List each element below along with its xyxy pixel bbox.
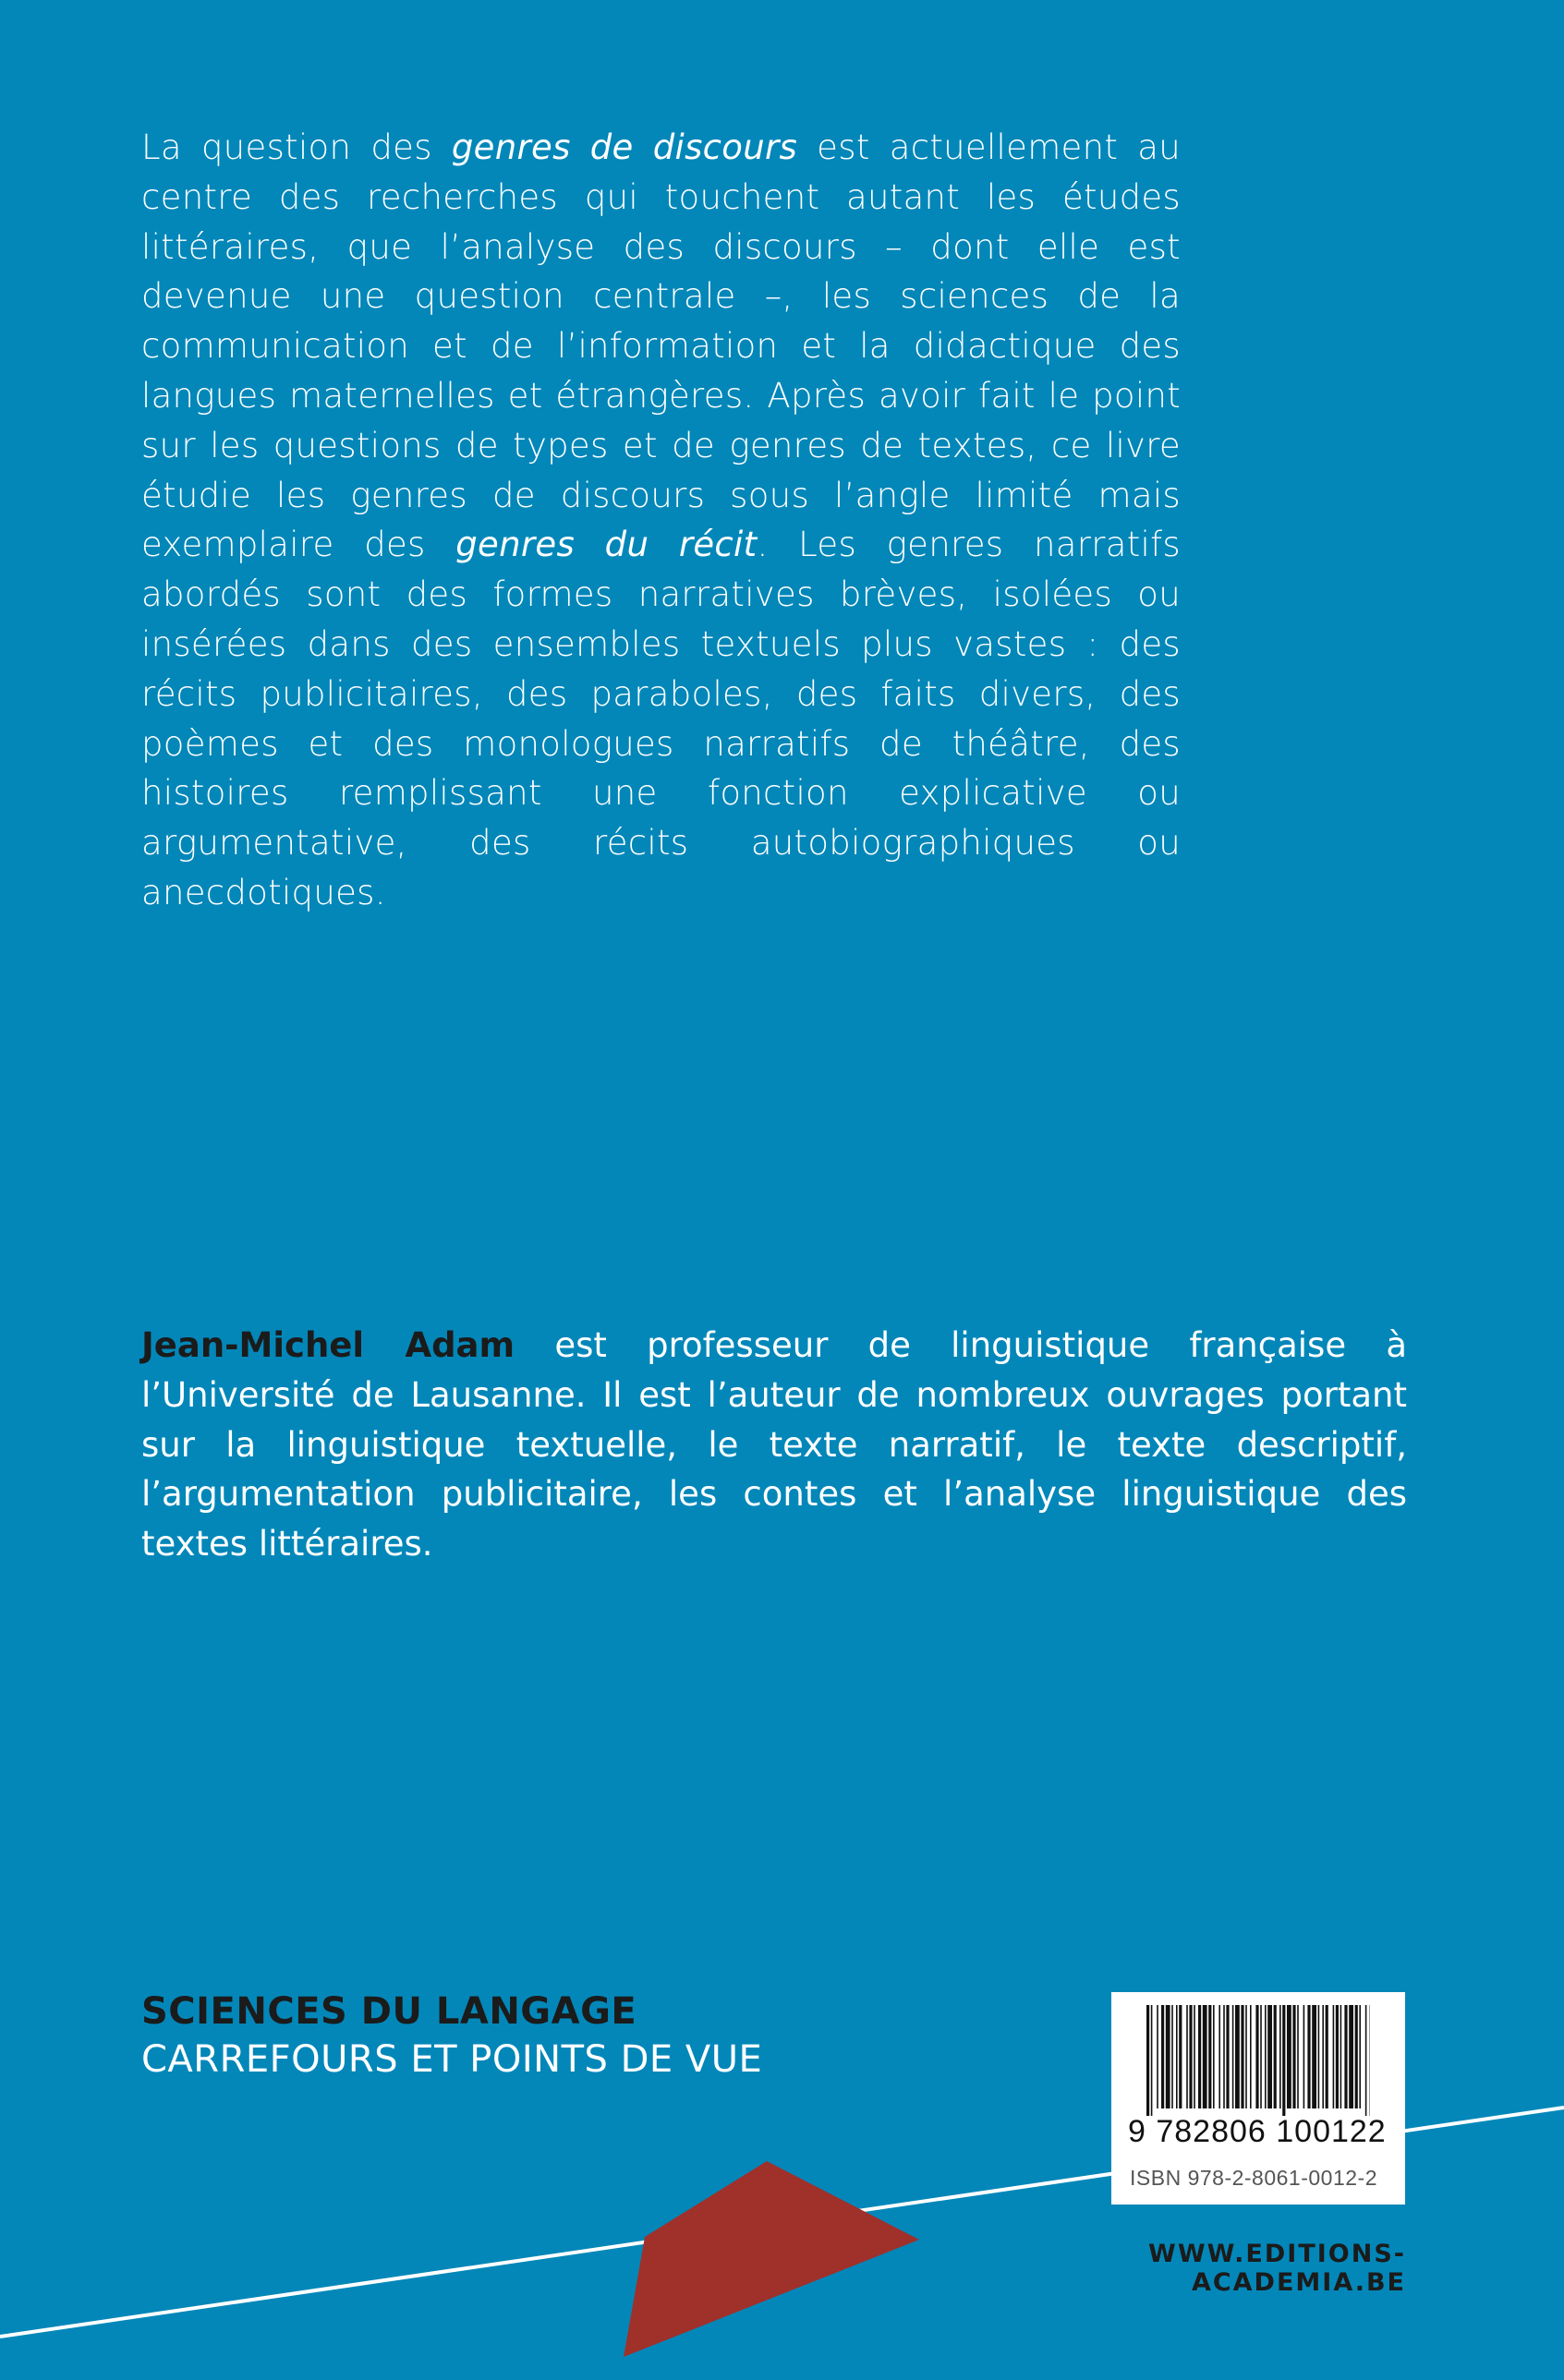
barcode-bar: [1241, 2005, 1243, 2108]
barcode-bar: [1326, 2005, 1328, 2108]
publisher-website: WWW.EDITIONS-ACADEMIA.BE: [1148, 2240, 1406, 2297]
barcode-bar: [1255, 2005, 1258, 2108]
barcode-bar: [1292, 2005, 1295, 2108]
barcode-bar: [1171, 2005, 1173, 2108]
blurb-italic-2: genres du récit: [455, 525, 758, 565]
barcode-bar: [1189, 2005, 1192, 2108]
barcode-bar: [1235, 2005, 1240, 2108]
barcode-bar: [1287, 2005, 1291, 2108]
blurb-text-3: . Les genres narratifs abordés sont des formes narratives brèves, isolées ou insérées dans des ensembles textuels plus vastes : des récits publicitaires, des paraboles, des faits divers, des poèmes et des monologues narratifs de théâtre, des histoires remplissant une fonction explicative ou argumentative, des récits autobiographiques ou anecdotiques.: [141, 525, 1181, 912]
barcode-bar: [1186, 2005, 1188, 2108]
barcode-bar: [1176, 2005, 1178, 2108]
barcode-bar: [1333, 2005, 1335, 2108]
barcode-bar: [1297, 2005, 1299, 2108]
barcode-bar: [1218, 2005, 1220, 2108]
barcode-bar: [1349, 2005, 1353, 2108]
barcode-bar: [1194, 2005, 1195, 2108]
author-name: Jean-Michel Adam: [141, 1325, 515, 1365]
barcode-bar: [1279, 2005, 1281, 2108]
barcode-bar: [1250, 2005, 1252, 2108]
barcode-bar: [1166, 2005, 1170, 2108]
barcode-bar: [1213, 2005, 1215, 2108]
author-bio-text: est professeur de linguistique française à l’Université de Lausanne. Il est l’auteur de nombreux ouvrages portant sur la linguistique textuelle, le texte narratif, le texte descriptif, l’argumentation publicitaire, les contes et l’analyse linguistique des textes littéraires.: [141, 1325, 1407, 1565]
barcode-bar: [1265, 2005, 1267, 2108]
barcode-bar: [1307, 2005, 1310, 2108]
barcode-bar: [1359, 2005, 1361, 2108]
barcode-digits: 9 782806 100122: [1128, 2114, 1387, 2149]
barcode-bar: [1344, 2005, 1347, 2108]
barcode-bar: [1179, 2005, 1182, 2108]
barcode-bar: [1365, 2005, 1367, 2116]
barcode-bar: [1198, 2005, 1201, 2108]
barcode-bar: [1161, 2005, 1164, 2108]
barcode-bar: [1336, 2005, 1339, 2108]
barcode-bar: [1274, 2005, 1277, 2108]
barcode-bar: [1260, 2005, 1262, 2108]
barcode-bar: [1312, 2005, 1316, 2108]
series-title: SCIENCES DU LANGAGE: [141, 1990, 637, 2033]
barcode-bar: [1267, 2005, 1272, 2108]
blurb-italic-1: genres de discours: [451, 127, 798, 167]
isbn-barcode: [1111, 1992, 1405, 2205]
back-cover-blurb: [141, 123, 1181, 918]
blurb-text-1: La question des: [141, 127, 452, 167]
barcode-bar: [1226, 2005, 1229, 2108]
barcode-bar: [1146, 2005, 1149, 2116]
barcode-bar: [1322, 2005, 1324, 2108]
isbn-number: ISBN 978-2-8061-0012-2: [1130, 2166, 1377, 2190]
barcode-bar: [1318, 2005, 1320, 2108]
barcode-bar: [1355, 2005, 1358, 2108]
barcode-bar: [1203, 2005, 1207, 2108]
author-bio: [141, 1321, 1407, 1569]
barcode-bar: [1282, 2005, 1285, 2116]
barcode-bar: [1157, 2005, 1158, 2108]
series-subtitle: CARREFOURS ET POINTS DE VUE: [141, 2038, 763, 2081]
barcode-bar: [1340, 2005, 1342, 2108]
barcode-bar: [1151, 2005, 1153, 2116]
barcode-bar: [1223, 2005, 1225, 2108]
blurb-text-2: est actuellement au centre des recherches qui touchent autant les études littéraires, que l’analyse des discours – dont elle est devenue une question centrale –, les sciences de la communication et de l’information et la didactique des langues maternelles et étrangères. Après avoir fait le point sur les questions de types et de genres de textes, ce livre étudie les genres de discours sous l’angle limité mais exemplaire des: [141, 127, 1181, 565]
barcode-bar: [1208, 2005, 1211, 2108]
series-block: [141, 1987, 880, 2084]
decorative-red-triangle: [624, 2161, 919, 2357]
barcode-bar: [1245, 2005, 1247, 2108]
barcode-bar: [1303, 2005, 1305, 2108]
barcode-bars: [1146, 2005, 1370, 2116]
barcode-bar: [1232, 2005, 1234, 2108]
